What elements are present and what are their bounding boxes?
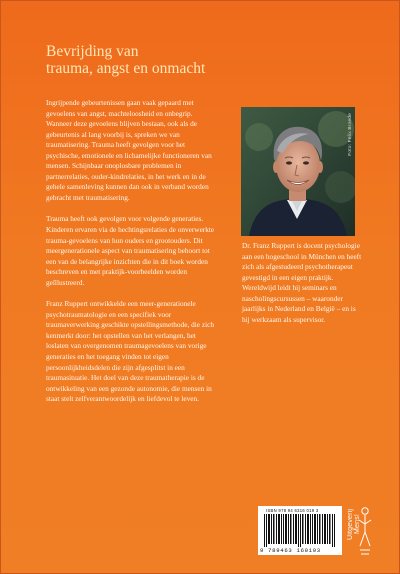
barcode-bars (264, 514, 336, 547)
title-line-2: trauma, angst en onmacht (46, 60, 206, 77)
isbn-digits: 9 789463 160193 (260, 547, 321, 554)
blurb-text (46, 98, 218, 416)
author-bio: Dr. Franz Ruppert is docent psychologie aan een hogeschool in München en heeft zich als afgestudeerd psychotherapeut gevestigd in een eigen praktijk. Wereldwijd leidt hij seminars en nascholingscursussen – waaronder jaarlijks in Nederland en België – en is hij werkzaam als supervisor. (242, 241, 362, 324)
blurb-paragraph-2: Trauma heeft ook gevolgen voor volgende generaties. Kinderen ervaren via de hechtingsrelaties de onverwerkte trauma-gevoelens van hun ouders en grootouders. Dit meergenerationele aspect van traumatisering behoort tot een van de belangrijke inzichten die in dit boek worden beschreven en met praktijk-voorbeelden worden geïllustreerd. (46, 214, 215, 287)
isbn-barcode (258, 506, 342, 555)
title-line-1: Bevrijding van (46, 43, 139, 60)
blurb-paragraph-3: Franz Ruppert ontwikkelde een meer-generationele psychotraumatologie en een specifiek voor traumaverwerking geschikte opstellingsmethode, die zich kenmerkt door: het opstellen van het verlangen, het loslaten van overgenomen traumagevoelens van vorige generaties en het toegang vinden tot eigen persoonlijkheidsdelen die zijn afgesplitst in een traumasituatie. Het doel van deze traumatherapie is de ontwikkeling van een gezonde autonomie, die mensen in staat stelt zelfverantwoordelijk en liefdevol te leven. (46, 299, 214, 404)
isbn-label: ISBN 978 94 6316 019 3 (266, 508, 319, 513)
photo-credit: Foto: Felix Broede (348, 113, 353, 156)
author-portrait-image (241, 107, 355, 236)
publisher-name: Uitgeverij Mens! (347, 508, 361, 540)
book-title (46, 43, 376, 77)
publisher-logo-icon (358, 506, 372, 558)
blurb-paragraph-1: Ingrijpende gebeurtenissen gaan vaak gepaard met gevoelens van angst, machteloosheid en onbegrip. Wanneer deze gevoelens blijven bestaan, ook als de gebeurtenis al lang voorbij is, spreken we van traumatisering. Trauma heeft gevolgen voor het psychische, emotionele en lichamelijke functioneren van mensen. Schijnbaar onoplosbare problemen in partnerrelaties, ouder-kindrelaties, in het werk en in de gehele samenleving kunnen dan ook in verband worden gebracht met traumatisering. (46, 98, 212, 202)
publisher-mark (346, 500, 372, 560)
author-photo (241, 107, 355, 236)
